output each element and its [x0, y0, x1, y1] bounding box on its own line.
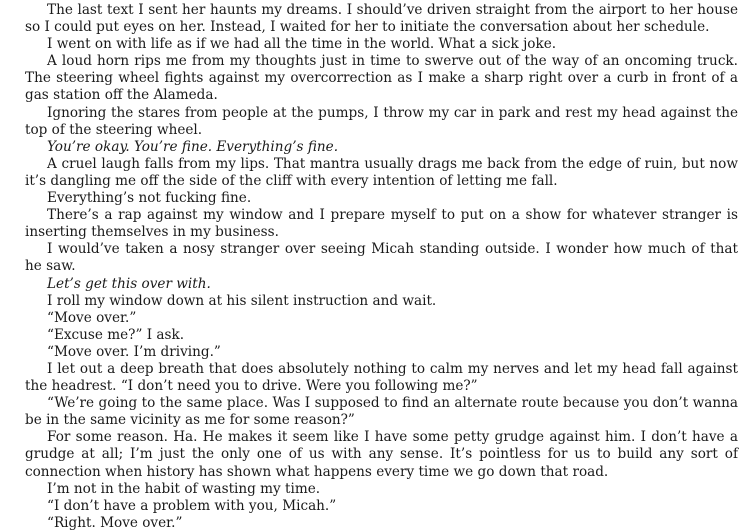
paragraph-1: The last text I sent her haunts my dreams. I should’ve driven straight from the airport to her house so I could put eyes on her. Instead, I waited for her to initiate the conversation about her schedule.	[25, 2, 738, 36]
paragraph-3: A loud horn rips me from my thoughts just in time to swerve out of the way of an oncoming truck. The steering wheel fights against my overcorrection as I make a sharp right over a curb in front of a gas station off the Alameda.	[25, 53, 738, 104]
paragraph-13: “Excuse me?” I ask.	[47, 326, 185, 343]
paragraph-8: There’s a rap against my window and I prepare myself to put on a show for whatever stranger is inserting themselves in my business.	[25, 207, 738, 241]
paragraph-20: “Right. Move over.”	[47, 514, 183, 531]
paragraph-16: “We’re going to the same place. Was I supposed to find an alternate route because you don’t wanna be in the same vicinity as me for some reason?”	[25, 395, 738, 429]
paragraph-9: I would’ve taken a nosy stranger over seeing Micah standing outside. I wonder how much of that he saw.	[25, 241, 738, 275]
paragraph-6: A cruel laugh falls from my lips. That mantra usually drags me back from the edge of ruin, but now it’s dangling me off the side of the cliff with every intention of letting me fall.	[25, 155, 738, 189]
paragraph-4: Ignoring the stares from people at the pumps, I throw my car in park and rest my head against the top of the steering wheel.	[25, 104, 738, 138]
paragraph-18: I’m not in the habit of wasting my time.	[47, 480, 321, 497]
paragraph-7: Everything’s not fucking fine.	[47, 190, 252, 207]
paragraph-12: “Move over.”	[47, 309, 137, 326]
paragraph-2: I went on with life as if we had all the time in the world. What a sick joke.	[47, 36, 557, 53]
paragraph-15: I let out a deep breath that does absolutely nothing to calm my nerves and let my head fall against the headrest. “I don’t need you to drive. Were you following me?”	[25, 360, 738, 395]
paragraph-5: You’re okay. You’re fine. Everything’s fine.	[47, 138, 339, 155]
paragraph-17: For some reason. Ha. He makes it seem like I have some petty grudge against him. I don’t have a grudge at all; I’m just the only one of us with any sense. It’s pointless for us to build any sort of connection when history has shown what happens every time we go down that road.	[25, 429, 738, 480]
paragraph-14: “Move over. I’m driving.”	[47, 343, 221, 360]
paragraph-11: I roll my window down at his silent instruction and wait.	[47, 292, 437, 309]
paragraph-19: “I don’t have a problem with you, Micah.”	[47, 497, 337, 514]
paragraph-10: Let’s get this over with.	[47, 275, 211, 292]
